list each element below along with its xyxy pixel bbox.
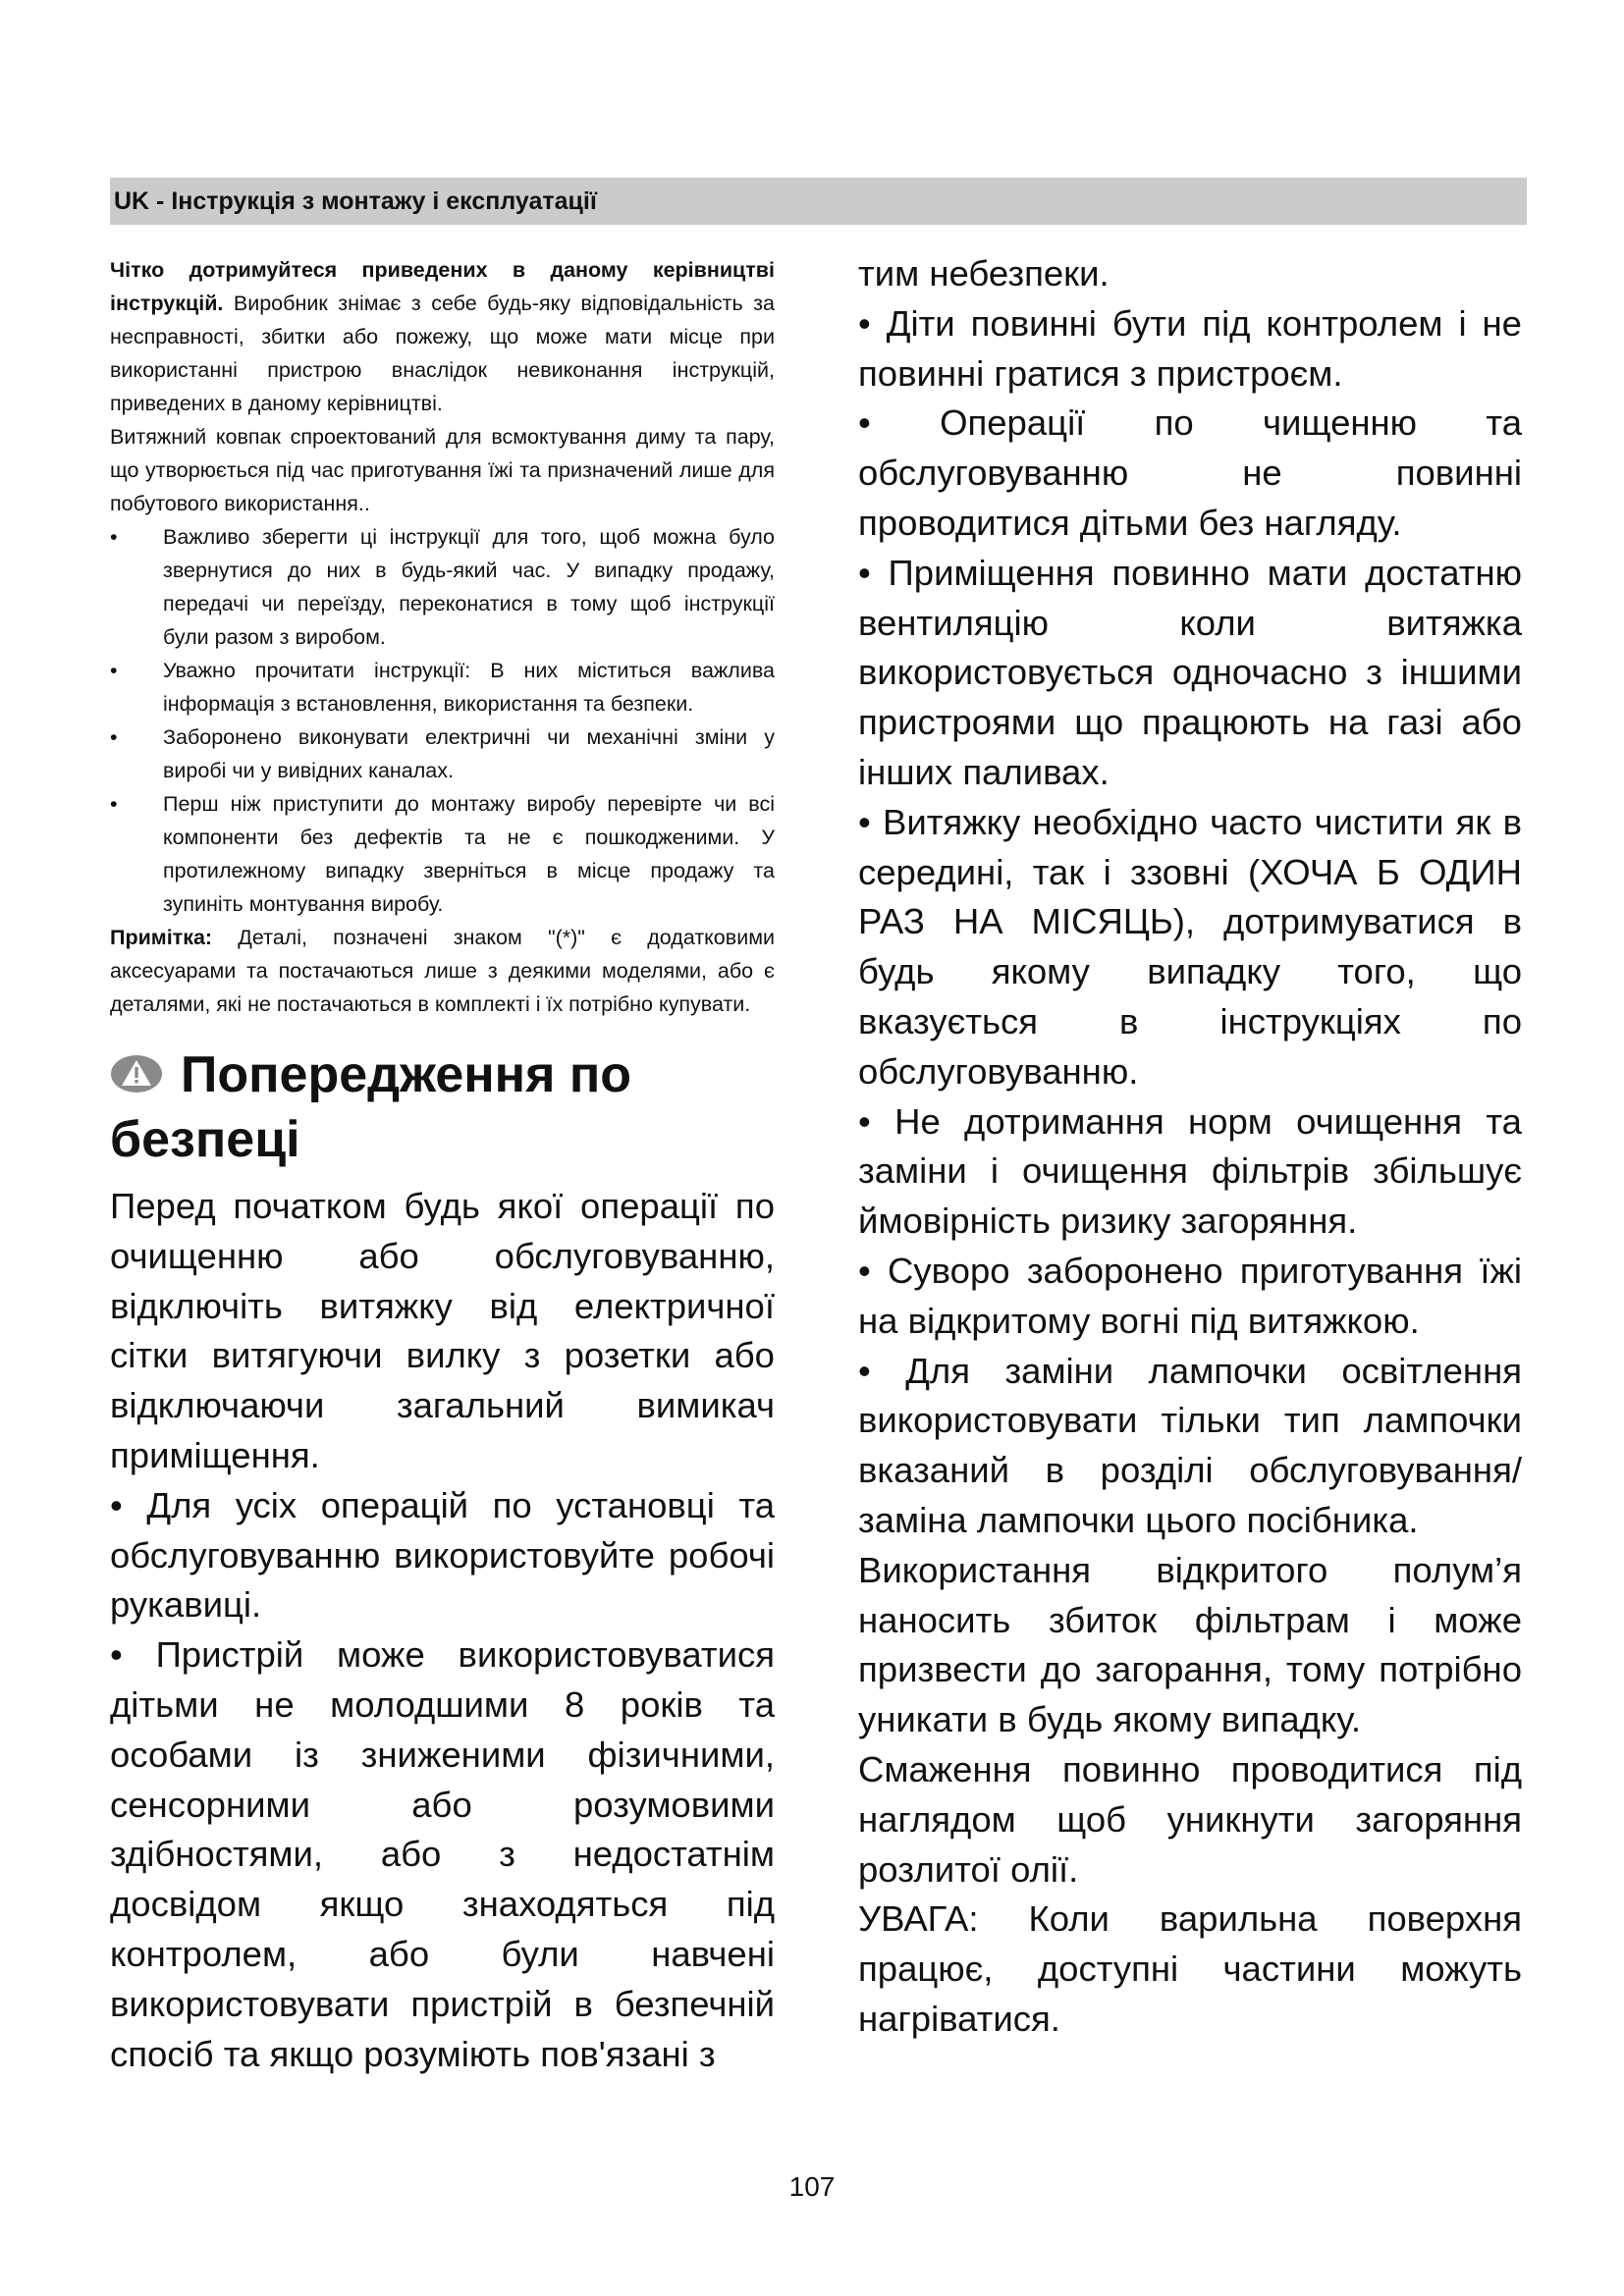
warning-paragraph: • Витяжку необхідно часто чистити як в середині, так і ззовні (ХОЧА Б ОДИН РАЗ НА МІСЯЦЬ), дотримуватися в будь якому випадку того, що вказується в інструкціях по обслуговуванню. — [858, 801, 1522, 1092]
intro-text: Виробник знімає з себе будь-яку відповідальність за несправності, збитки або пожежу, що може мати місце при використанні пристрою внаслідок невиконання інструкцій, приведених в даному керівництві. — [110, 292, 775, 415]
warning-paragraph: • Приміщення повинно мати достатню вентиляцію коли витяжка використовується одночасно з іншими пристроями що працюють на газі або інших паливах. — [858, 552, 1522, 792]
warning-paragraph: • Операції по чищенню та обслуговуванню не повинні проводитися дітьми без нагляду. — [858, 402, 1522, 543]
list-item-text: Перш ніж приступити до монтажу виробу перевірте чи всі компоненти без дефектів та не є пошкодженими. У протилежному випадку зверніться в місце продажу та зупиніть монтування виробу. — [163, 792, 775, 916]
safety-heading — [110, 1042, 775, 1172]
left-warnings — [110, 1182, 775, 2079]
list-item-text: Важливо зберегти ці інструкції для того, щоб можна було звернутися до них в будь-який час. У випадку продажу, передачі чи переїзду, переконатися в тому щоб інструкції були разом з виробом. — [163, 525, 775, 649]
warning-paragraph: Перед початком будь якої операції по очищенню або обслуговуванню, відключіть витяжку від електричної сітки витягуючи вилку з розетки або відключаючи загальний вимикач приміщення. — [110, 1186, 775, 1475]
note-text: Деталі, позначені знаком "(*)" є додатковими аксесуарами та постачаються лише з деякими моделями, або є деталями, які не постачаються в комплекті і їх потрібно купувати. — [110, 926, 775, 1016]
warning-paragraph: • Для усіх операцій по установці та обслуговуванню використовуйте робочі рукавиці. — [110, 1484, 775, 1626]
section-header-title: UK - Інструкція з монтажу і експлуатації — [114, 187, 597, 215]
warning-paragraph: тим небезпеки. — [858, 253, 1110, 294]
list-item — [110, 787, 775, 921]
bullet-mark: • — [110, 525, 118, 549]
intro-paragraph — [110, 253, 775, 420]
intro-bold-lead: Чітко дотримуйтеся приведених в даному керівництві інструкцій. — [110, 258, 775, 315]
list-item-text: Заборонено виконувати електричні чи механічні зміни у виробі чи у вивідних каналах. — [163, 725, 775, 782]
list-item — [110, 721, 775, 787]
note-paragraph — [110, 921, 775, 1021]
note-label: Примітка: — [110, 926, 213, 949]
safety-title: Попередження по безпеці — [110, 1046, 632, 1168]
warning-paragraph: • Суворо заборонено приготування їжі на відкритому вогні під витяжкою. — [858, 1250, 1522, 1341]
list-item — [110, 520, 775, 654]
list-item-text: Уважно прочитати інструкції: В них міститься важлива інформація з встановлення, використання та безпеки. — [163, 659, 775, 716]
bullet-mark: • — [110, 725, 118, 749]
right-column — [858, 249, 1522, 2045]
list-item — [110, 654, 775, 721]
bullet-mark: • — [110, 659, 118, 682]
warning-paragraph: • Не дотримання норм очищення та заміни і очищення фільтрів збільшує ймовірність ризику загоряння. — [858, 1100, 1522, 1242]
warning-paragraph: Смаження повинно проводитися під наглядом щоб уникнути загоряння розлитої олії. — [858, 1748, 1522, 1890]
warning-paragraph: • Пристрій може використовуватися дітьми не молодшими 8 років та особами із зниженими фізичними, сенсорними або розумовими здібностями, або з недостатнім досвідом якщо знаходяться під контролем, або були навчені використовувати пристрій в безпечній спосіб та якщо розуміють пов'язані з — [110, 1634, 775, 2074]
instruction-list — [110, 520, 775, 921]
warning-icon — [110, 1054, 163, 1094]
bullet-mark: • — [110, 792, 118, 816]
warning-paragraph: • Діти повинні бути під контролем і не повинні гратися з пристроєм. — [858, 302, 1522, 394]
section-header — [110, 178, 1527, 225]
left-column — [110, 253, 775, 2079]
purpose-paragraph: Витяжний ковпак спроектований для всмоктування диму та пару, що утворюється під час приготування їжі та призначений лише для побутового використання.. — [110, 425, 775, 515]
warning-paragraph: Використання відкритого полум’я наносить збиток фільтрам і може призвести до загорання, тому потрібно уникати в будь якому випадку. — [858, 1549, 1522, 1740]
warning-paragraph: УВАГА: Коли варильна поверхня працює, доступні частини можуть нагріватися. — [858, 1898, 1522, 2039]
page-number: 107 — [788, 2171, 836, 2202]
warning-paragraph: • Для заміни лампочки освітлення використовувати тільки тип лампочки вказаний в розділі обслуговування/заміна лампочки цього посібника. — [858, 1350, 1522, 1540]
